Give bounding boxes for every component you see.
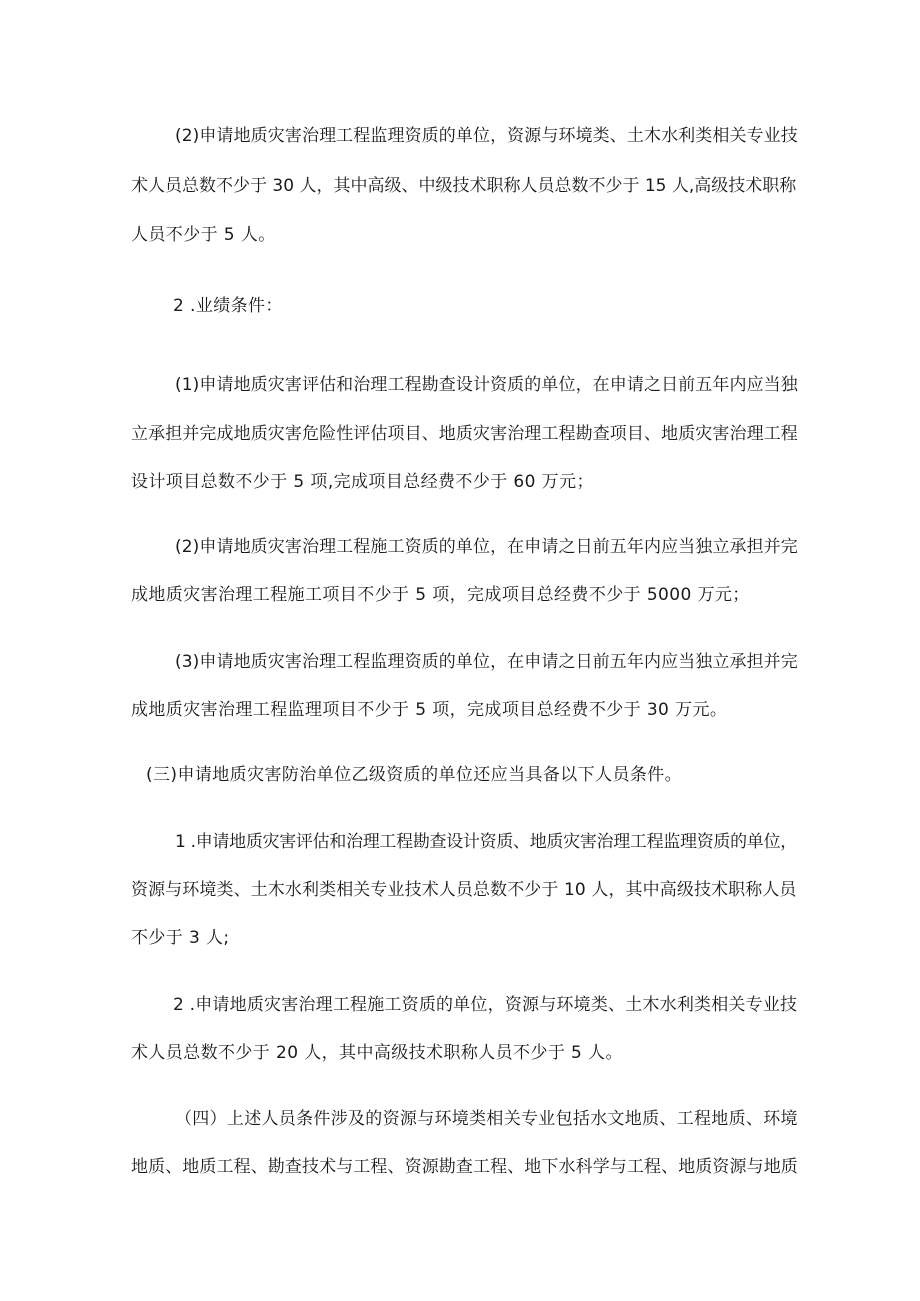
text-line: 地质、地质工程、勘查技术与工程、资源勘查工程、地下水科学与工程、地质资源与地质: [131, 1157, 798, 1177]
text-line: 术人员总数不少于 30 人，其中高级、中级技术职称人员总数不少于 15 人,高级技术职称: [131, 176, 797, 196]
text-line: (1)申请地质灾害评估和治理工程勘查设计资质的单位，在申请之日前五年内应当独: [175, 375, 798, 395]
text-line: 人员不少于 5 人。: [131, 225, 276, 245]
text-line: 1 .申请地质灾害评估和治理工程勘查设计资质、地质灾害治理工程监理资质的单位，: [175, 832, 797, 852]
section-heading: 2 .业绩条件：: [173, 296, 283, 316]
text-line: (2)申请地质灾害治理工程监理资质的单位，资源与环境类、土木水利类相关专业技: [175, 126, 798, 146]
text-line: 立承担并完成地质灾害危险性评估项目、地质灾害治理工程勘查项目、地质灾害治理工程: [131, 424, 798, 444]
text-line: 资源与环境类、土木水利类相关专业技术人员总数不少于 10 人，其中高级技术职称人员: [131, 880, 797, 900]
section-heading: (三)申请地质灾害防治单位乙级资质的单位还应当具备以下人员条件。: [146, 765, 683, 785]
text-line: 成地质灾害治理工程监理项目不少于 5 项，完成项目总经费不少于 30 万元。: [131, 700, 728, 720]
text-line: 不少于 3 人;: [131, 928, 230, 948]
text-line: （四）上述人员条件涉及的资源与环境类相关专业包括水文地质、工程地质、环境: [175, 1109, 798, 1129]
text-line: 术人员总数不少于 20 人，其中高级技术职称人员不少于 5 人。: [131, 1043, 623, 1063]
text-line: 设计项目总数不少于 5 项,完成项目总经费不少于 60 万元；: [131, 472, 594, 492]
text-line: (3)申请地质灾害治理工程监理资质的单位，在申请之日前五年内应当独立承担并完: [175, 652, 798, 672]
text-line: 2 .申请地质灾害治理工程施工资质的单位，资源与环境类、土木水利类相关专业技: [173, 995, 798, 1015]
text-line: (2)申请地质灾害治理工程施工资质的单位，在申请之日前五年内应当独立承担并完: [175, 537, 798, 557]
text-line: 成地质灾害治理工程施工项目不少于 5 项，完成项目总经费不少于 5000 万元；: [131, 585, 750, 605]
